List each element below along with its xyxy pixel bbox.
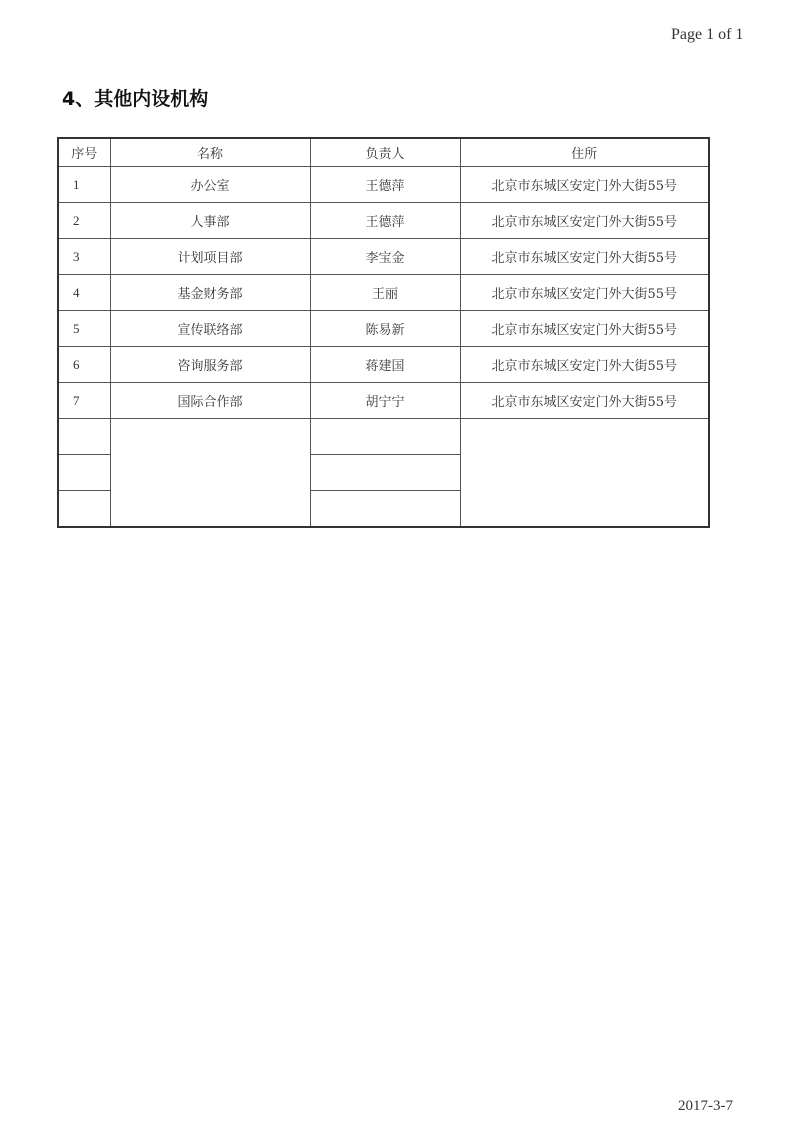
- row-name: 计划项目部: [110, 239, 310, 275]
- blank-seq-cell: [58, 491, 110, 528]
- blank-name-cell: [110, 419, 310, 528]
- row-head: 胡宁宁: [310, 383, 460, 419]
- row-head: 李宝金: [310, 239, 460, 275]
- table-header-row: [58, 138, 709, 167]
- row-seq: 5: [58, 311, 110, 347]
- row-head: 陈易新: [310, 311, 460, 347]
- blank-head-cell: [310, 491, 460, 528]
- row-head: 王丽: [310, 275, 460, 311]
- row-seq: 2: [58, 203, 110, 239]
- blank-seq-cell: [58, 455, 110, 491]
- row-address: 北京市东城区安定门外大街55号: [460, 203, 709, 239]
- row-name: 咨询服务部: [110, 347, 310, 383]
- row-address: 北京市东城区安定门外大街55号: [460, 167, 709, 203]
- blank-head-cell: [310, 455, 460, 491]
- row-name: 国际合作部: [110, 383, 310, 419]
- blank-row: [58, 419, 709, 455]
- row-seq: 7: [58, 383, 110, 419]
- row-address: 北京市东城区安定门外大街55号: [460, 311, 709, 347]
- row-address: 北京市东城区安定门外大街55号: [460, 275, 709, 311]
- row-seq: 6: [58, 347, 110, 383]
- header-address: 住所: [460, 138, 709, 167]
- table-row: [58, 239, 709, 275]
- row-name: 宣传联络部: [110, 311, 310, 347]
- organization-table: [57, 137, 710, 528]
- row-address: 北京市东城区安定门外大街55号: [460, 383, 709, 419]
- row-name: 基金财务部: [110, 275, 310, 311]
- table-row: [58, 275, 709, 311]
- table-row: [58, 347, 709, 383]
- table-row: [58, 383, 709, 419]
- table-row: [58, 311, 709, 347]
- row-head: 蒋建国: [310, 347, 460, 383]
- row-head: 王德萍: [310, 203, 460, 239]
- row-name: 办公室: [110, 167, 310, 203]
- blank-seq-cell: [58, 419, 110, 455]
- section-title: 4、其他内设机构: [62, 88, 209, 110]
- header-name: 名称: [110, 138, 310, 167]
- blank-head-cell: [310, 419, 460, 455]
- row-seq: 1: [58, 167, 110, 203]
- row-name: 人事部: [110, 203, 310, 239]
- row-head: 王德萍: [310, 167, 460, 203]
- header-seq: 序号: [58, 138, 110, 167]
- row-seq: 4: [58, 275, 110, 311]
- header-head: 负责人: [310, 138, 460, 167]
- blank-address-cell: [460, 419, 709, 528]
- footer-date: 2017-3-7: [678, 1098, 733, 1114]
- row-address: 北京市东城区安定门外大街55号: [460, 347, 709, 383]
- page-number: Page 1 of 1: [671, 26, 744, 43]
- table-row: [58, 203, 709, 239]
- row-seq: 3: [58, 239, 110, 275]
- table-row: [58, 167, 709, 203]
- row-address: 北京市东城区安定门外大街55号: [460, 239, 709, 275]
